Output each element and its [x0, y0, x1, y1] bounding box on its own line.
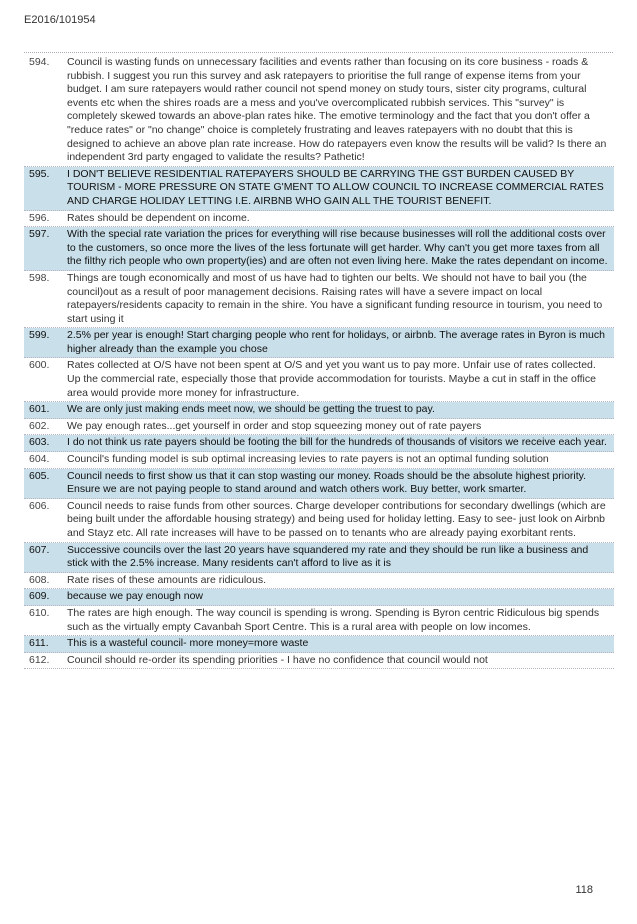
comment-number: 597. [29, 228, 50, 241]
comment-row [24, 211, 614, 228]
document-reference: E2016/101954 [24, 14, 96, 26]
comment-row [24, 328, 614, 358]
comment-row [24, 402, 614, 419]
comment-number: 611. [29, 637, 49, 650]
comment-number: 599. [29, 329, 50, 342]
comment-number: 605. [29, 469, 50, 482]
comment-row [24, 573, 614, 590]
comment-text: Council needs to raise funds from other sources. Charge developer contributions for secondary dwellings (which are being built under the affordable housing strategy) and being used for holiday letting. Easy to see- just look on Airbnb and Stayz etc. All rate increases will have to be passed on to tenants who are already paying exorbitant rents. [67, 499, 606, 539]
comment-text: Rates collected at O/S have not been spent at O/S and yet you want us to pay more. Unfair use of rates collected. Up the commercial rate, especially those that provide accommodation for tourists. Maybe a cut in staff in the office area would provide more money for infrastructure. [67, 359, 596, 399]
comment-number: 598. [29, 271, 50, 284]
comment-row [24, 452, 614, 469]
comment-row [24, 55, 614, 167]
comment-number: 595. [29, 167, 50, 180]
comment-text: We are only just making ends meet now, we should be getting the truest to pay. [67, 403, 435, 416]
comment-number: 606. [29, 499, 50, 512]
comment-text: Council needs to first show us that it can stop wasting our money. Roads should be the absolute highest priority. Ensure we are not paying people to stand around and watch others work. Buy better, work smarter. [67, 469, 587, 496]
comment-text: Successive councils over the last 20 years have squandered my rate and they should be run like a business and stick with the 2.5% increase. Many residents can't afford to live as it is [67, 543, 589, 570]
comment-row [24, 358, 614, 402]
comment-number: 604. [29, 453, 50, 466]
comment-text: I do not think us rate payers should be footing the bill for the hundreds of thousands of visitors we receive each year. [67, 436, 607, 449]
comment-text: Things are tough economically and most of us have had to tighten our belts. We should not have to bail you (the council)out as a result of poor management decisions. Raising rates will have a severe impact on local ratepayers/residents capacity to remain in the shire. You have a significant funding resource in tourism, you need to start using it [67, 271, 603, 325]
comment-text: This is a wasteful council- more money=more waste [67, 637, 309, 650]
comment-number: 608. [29, 573, 50, 586]
comment-text: We pay enough rates...get yourself in order and stop squeezing money out of rate payers [67, 419, 482, 432]
comment-text: because we pay enough now [67, 590, 204, 603]
comment-row [24, 636, 614, 653]
comment-number: 609. [29, 590, 50, 603]
page-number: 118 [575, 884, 593, 896]
comment-row [24, 227, 614, 271]
comment-row [24, 435, 614, 452]
comment-number: 612. [29, 653, 50, 666]
comment-number: 600. [29, 359, 50, 372]
comment-row [24, 419, 614, 436]
comment-text: With the special rate variation the prices for everything will rise because businesses will roll the additional costs over to the customers, so once more the lives of the less fortunate will get harder. Why can't you get more taxes from all the filthy rich people who own property(ies) and are often not even living here. Make the rates dependant on income. [67, 228, 608, 268]
comment-number: 610. [29, 606, 50, 619]
comment-text: Rates should be dependent on income. [67, 211, 250, 224]
comment-row [24, 653, 614, 670]
comment-row [24, 499, 614, 543]
comment-text: The rates are high enough. The way council is spending is wrong. Spending is Byron centric Ridiculous big spends such as the virtually empty Cavanbah Sport Centre. This is a rural area with people on low incomes. [67, 606, 600, 633]
comment-text: Council's funding model is sub optimal increasing levies to rate payers is not an optimal funding solution [67, 453, 549, 466]
comment-row [24, 606, 614, 636]
comment-text: 2.5% per year is enough! Start charging people who rent for holidays, or airbnb. The average rates in Byron is much higher already than the example you chose [67, 329, 605, 355]
comment-number: 602. [29, 419, 50, 432]
comment-number: 594. [29, 56, 50, 68]
comment-text: Council should re-order its spending priorities - I have no confidence that council would not [67, 653, 488, 666]
comment-row [24, 469, 614, 499]
comment-text: Council is wasting funds on unnecessary facilities and events rather than focusing on its core business - roads & rubbish. I suggest you run this survey and ask ratepayers to prioritise the full range of expense items from your budget. I am sure ratepayers would rather council not spend money on study tours, sister city programs, cultural events etc when the shires roads are a mess and you've overcomplicated rubbish services. This "survey" is completely skewed towards an above-plan rates hike. The emotive terminology and the fact that you don't offer a "reduce rates" or "no change" choice is completely frustrating and leaves ratepayers with no doubt that this is designed to achieve an above plan rate increase. How do ratepayers even know the results will be valid? Is there an independent 3rd party engaged to validate the results? Pathetic! [67, 56, 607, 164]
comment-number: 601. [29, 403, 50, 416]
comment-row [24, 167, 614, 211]
comment-list [24, 55, 614, 669]
comment-number: 596. [29, 211, 50, 224]
comment-text: I DON'T BELIEVE RESIDENTIAL RATEPAYERS SHOULD BE CARRYING THE GST BURDEN CAUSED BY TOURISM - MORE PRESSURE ON STATE G'MENT TO ALLOW COUNCIL TO INCREASE COMMERCIAL RATES AND CHARGE HOLIDAY LETTING I.E. AIRBNB WHO GAIN ALL THE TOURIST BENEFIT. [67, 167, 604, 207]
top-divider [24, 52, 613, 53]
comment-text: Rate rises of these amounts are ridiculous. [67, 573, 267, 586]
comment-number: 607. [29, 543, 50, 556]
comment-number: 603. [29, 436, 50, 449]
comment-row [24, 271, 614, 328]
comment-row [24, 543, 614, 573]
comment-row [24, 589, 614, 606]
